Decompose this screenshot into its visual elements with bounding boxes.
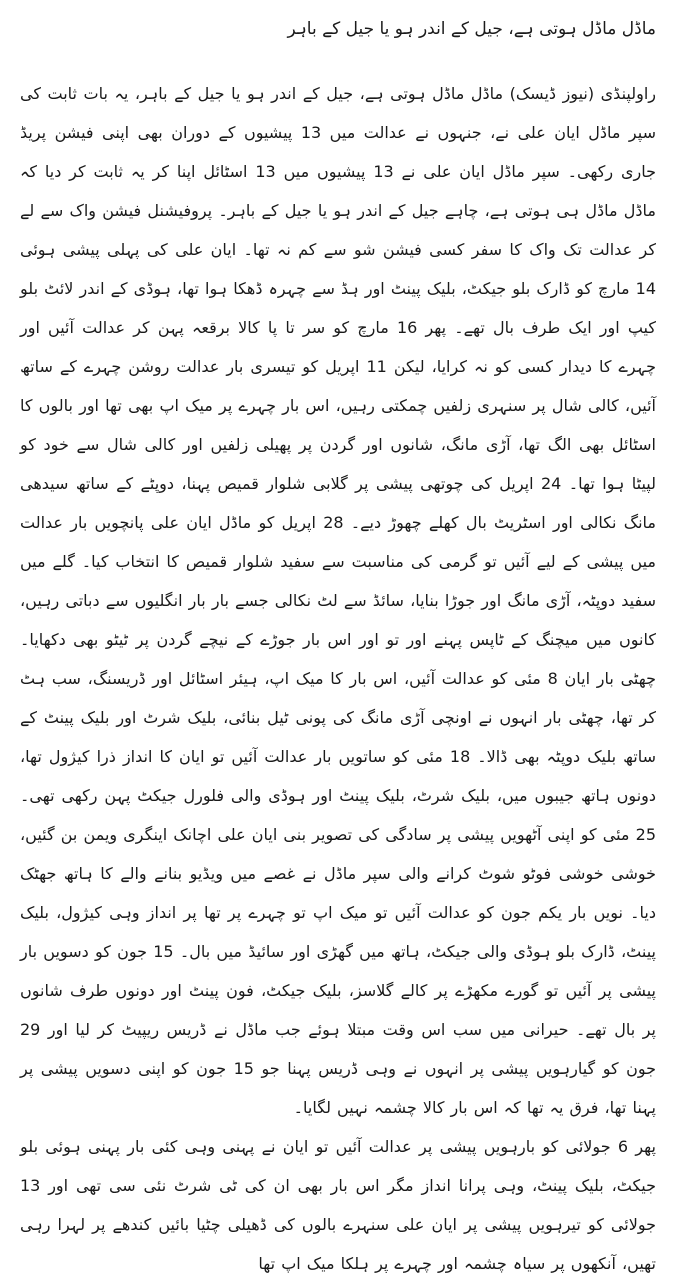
article-paragraph: راولپنڈی (نیوز ڈیسک) ماڈل ماڈل ہوتی ہے، جیل کے اندر ہو یا جیل کے باہر، یہ بات ثابت کی سپر ماڈل ایان علی نے، جنہوں نے عدالت میں 13 پیشیوں کے دوران بھی اپنی فیشن پریڈ جاری رکھی۔ سپر ماڈل ایان علی نے 13 پیشیوں میں 13 اسٹائل اپنا کر یہ ثابت کر دیا کہ ماڈل ماڈل ہی ہوتی ہے، چاہے جیل کے اندر ہو یا جیل کے باہر۔ پروفیشنل فیشن واک سے لے کر عدالت تک واک کا سفر کسی فیشن شو سے کم نہ تھا۔ ایان علی کی پہلی پیشی ہوئی 14 مارچ کو ڈارک بلو جیکٹ، بلیک پینٹ اور ہڈ سے چہرہ ڈھکا ہوا تھا، ہوڈی کے اندر لائٹ بلو کیپ اور ایک طرف بال تھے۔ پھر 16 مارچ کو سر تا پا کالا برقعہ پہن کر عدالت آئیں اور چہرے کا دیدار کسی کو نہ کرایا، لیکن 11 اپریل کو تیسری بار عدالت روشن چہرے کے ساتھ آئیں، کالی شال پر سنہری زلفیں چمکتی رہیں، اس بار چہرے پر میک اپ بھی تھا اور بالوں کا اسٹائل بھی الگ تھا، آڑی مانگ، شانوں اور گردن پر پھیلی زلفیں اور کالی شال سے خود کو لپیٹا ہوا تھا۔ 24 اپریل کی چوتھی پیشی پر گلابی شلوار قمیص پہنا، دوپٹے کے ساتھ سیدھی مانگ نکالی اور اسٹریٹ بال کھلے چھوڑ دیے۔ 28 اپریل کو ماڈل ایان علی پانچویں بار عدالت میں پیشی کے لیے آئیں تو گرمی کی مناسبت سے سفید شلوار قمیص کا انتخاب کیا۔ گلے میں سفید دوپٹہ، آڑی مانگ اور جوڑا بنایا، سائڈ سے لٹ نکالی جسے بار بار انگلیوں سے دباتی رہیں، کانوں میں میچنگ کے ٹاپس پہنے اور تو اور اس بار جوڑے کے نیچے گردن پر ٹیٹو بھی دکھایا۔ چھٹی بار ایان 8 مئی کو عدالت آئیں، اس بار کا میک اپ، ہیئر اسٹائل اور ڈریسنگ، سب ہٹ کر تھا، چھٹی بار انہوں نے اونچی آڑی مانگ کی پونی ٹیل بنائی، بلیک شرٹ اور بلیک پینٹ کے ساتھ بلیک دوپٹہ بھی ڈالا۔ 18 مئی کو ساتویں بار عدالت آئیں تو ایان کا انداز ذرا کیژول تھا، دونوں ہاتھ جیبوں میں، بلیک شرٹ، بلیک پینٹ اور ہوڈی والی فلورل جیکٹ پہن رکھی تھی۔ 25 مئی کو اپنی آٹھویں پیشی پر سادگی کی تصویر بنی ایان علی اچانک اینگری ویمن بن گئیں، خوشی خوشی فوٹو شوٹ کرانے والی سپر ماڈل نے غصے میں ویڈیو بنانے والے کا ہاتھ جھٹک دیا۔ نویں بار یکم جون کو عدالت آئیں تو میک اپ تو چہرے پر تھا پر انداز وہی کیژول، بلیک پینٹ، ڈارک بلو ہوڈی والی جیکٹ، ہاتھ میں گھڑی اور سائیڈ میں بال۔ 15 جون کو دسویں بار پیشی پر آئیں تو گورے مکھڑے پر کالے گلاسز، بلیک جیکٹ، فون پینٹ اور دونوں طرف شانوں پر بال تھے۔ حیرانی میں سب اس وقت مبتلا ہوئے جب ماڈل نے ڈریس ریپیٹ کر لیا اور 29 جون کو گیارہویں پیشی پر انہوں نے وہی ڈریس پہنا جو 15 جون کو اپنی دسویں پیشی پر پہنا تھا، فرق یہ تھا کہ اس بار کالا چشمہ نہیں لگایا۔	[20, 84, 657, 1117]
article-headline: ماڈل ماڈل ہوتی ہے، جیل کے اندر ہو یا جیل کے باہر	[287, 19, 656, 39]
article-paragraph: پھر 6 جولائی کو بارہویں پیشی پر عدالت آئیں تو ایان نے پہنی وہی کئی بار پہنی ہوئی بلو جیکٹ، بلیک پینٹ، وہی پرانا انداز مگر اس بار بھی ان کی ٹی شرٹ نئی سی تھی اور 13 جولائی کو تیرہویں پیشی پر ایان علی سنہرے بالوں کی ڈھیلی چٹیا بائیں کندھے پر لہرا رہی تھیں، آنکھوں پر سیاہ چشمہ اور چہرے پر ہلکا میک اپ تھا	[20, 1137, 656, 1273]
article-body	[20, 74, 656, 1283]
